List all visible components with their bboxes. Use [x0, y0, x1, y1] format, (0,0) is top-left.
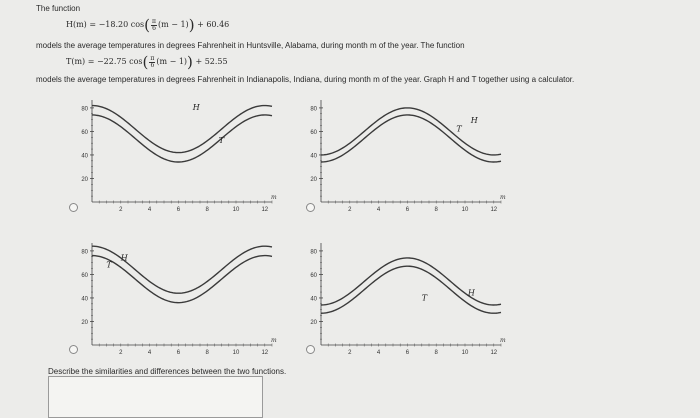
curve-label-upper: H	[120, 253, 128, 263]
y-tick-label: 80	[81, 106, 88, 113]
curve-label-lower: T	[421, 293, 428, 303]
y-tick-label: 40	[81, 296, 88, 303]
curve-label-upper: H	[470, 116, 478, 126]
y-tick-label: 20	[81, 176, 88, 183]
option-a-radio[interactable]	[69, 203, 78, 212]
sentence-1: models the average temperatures in degrees Fahrenheit in Huntsville, Alabama, during month m of the year. The function	[36, 41, 465, 50]
paren-close: )	[187, 53, 193, 71]
curve-lower	[92, 256, 272, 303]
curve-label-lower: T	[106, 260, 112, 270]
x-axis-var-label: m	[271, 337, 277, 344]
x-tick-label: 4	[147, 207, 152, 213]
x-tick-label: 10	[232, 207, 240, 213]
x-tick-label: 2	[119, 207, 123, 213]
curve-label-lower: T	[456, 124, 462, 134]
x-axis-var-label: m	[500, 194, 506, 201]
x-tick-label: 12	[490, 207, 498, 213]
x-tick-label: 2	[348, 207, 352, 213]
y-tick-label: 60	[310, 272, 317, 279]
y-tick-label: 80	[81, 249, 88, 256]
h-frac-num: π	[152, 17, 156, 25]
curve-label-lower: T	[218, 136, 225, 146]
x-tick-label: 8	[205, 350, 209, 356]
x-tick-label: 8	[434, 207, 438, 213]
x-tick-label: 4	[376, 350, 381, 356]
x-tick-label: 12	[261, 207, 269, 213]
x-tick-label: 6	[405, 350, 410, 356]
paren-close: )	[188, 16, 195, 34]
sentence-2: models the average temperatures in degrees Fahrenheit in Indianapolis, Indiana, during month m of the year. Graph H and T together using a calculator.	[36, 75, 575, 84]
t-equation	[66, 53, 228, 71]
x-tick-label: 2	[119, 350, 123, 356]
t-frac-den: 6	[150, 61, 155, 69]
t-frac-num: π	[150, 54, 155, 62]
y-tick-label: 80	[310, 106, 317, 113]
t-eq-arg: (m − 1)	[156, 57, 188, 66]
x-tick-label: 2	[348, 350, 352, 356]
x-tick-label: 12	[261, 350, 269, 356]
x-tick-label: 4	[376, 207, 381, 213]
y-tick-label: 40	[310, 153, 317, 160]
x-tick-label: 6	[176, 207, 181, 213]
graph-option-d	[307, 237, 507, 357]
x-axis-var-label: m	[271, 194, 277, 201]
y-tick-label: 60	[81, 129, 88, 136]
y-tick-label: 20	[310, 319, 317, 326]
y-tick-label: 20	[310, 176, 317, 183]
t-eq-rhs: + 52.55	[195, 57, 228, 66]
curve-label-upper: H	[467, 288, 475, 298]
graph-option-a	[78, 94, 278, 214]
t-eq-lhs: T(m) = −22.75 cos	[66, 57, 143, 66]
y-tick-label: 80	[310, 249, 317, 256]
x-axis-var-label: m	[500, 337, 506, 344]
x-tick-label: 12	[490, 350, 498, 356]
x-tick-label: 8	[205, 207, 209, 213]
paren-open: (	[144, 16, 151, 34]
question-text: Describe the similarities and differences between the two functions.	[48, 367, 287, 376]
h-eq-lhs: H(m) = −18.20 cos	[66, 20, 145, 29]
x-tick-label: 6	[405, 207, 410, 213]
x-tick-label: 10	[461, 350, 469, 356]
x-tick-label: 10	[461, 207, 469, 213]
curve-lower	[92, 115, 272, 162]
y-tick-label: 40	[81, 153, 88, 160]
graph-option-c	[78, 237, 278, 357]
x-tick-label: 8	[434, 350, 438, 356]
answer-textbox[interactable]	[48, 376, 263, 418]
t-eq-fraction	[149, 56, 155, 69]
curve-upper	[92, 106, 272, 153]
x-tick-label: 10	[232, 350, 240, 356]
curve-upper	[92, 246, 272, 293]
h-frac-den: 6	[152, 24, 156, 32]
y-tick-label: 40	[310, 296, 317, 303]
h-eq-fraction	[151, 19, 157, 32]
curve-upper	[321, 258, 501, 305]
h-eq-arg: (m − 1)	[157, 20, 189, 29]
h-eq-rhs: + 60.46	[197, 20, 230, 29]
y-tick-label: 60	[310, 129, 317, 136]
graph-option-b	[307, 94, 507, 214]
x-tick-label: 4	[147, 350, 152, 356]
curve-label-upper: H	[192, 103, 200, 113]
y-tick-label: 20	[81, 319, 88, 326]
y-tick-label: 60	[81, 272, 88, 279]
intro-text: The function	[36, 4, 81, 13]
paren-open: (	[142, 53, 149, 71]
x-tick-label: 6	[176, 350, 181, 356]
h-equation	[66, 16, 229, 34]
option-c-radio[interactable]	[69, 345, 78, 354]
